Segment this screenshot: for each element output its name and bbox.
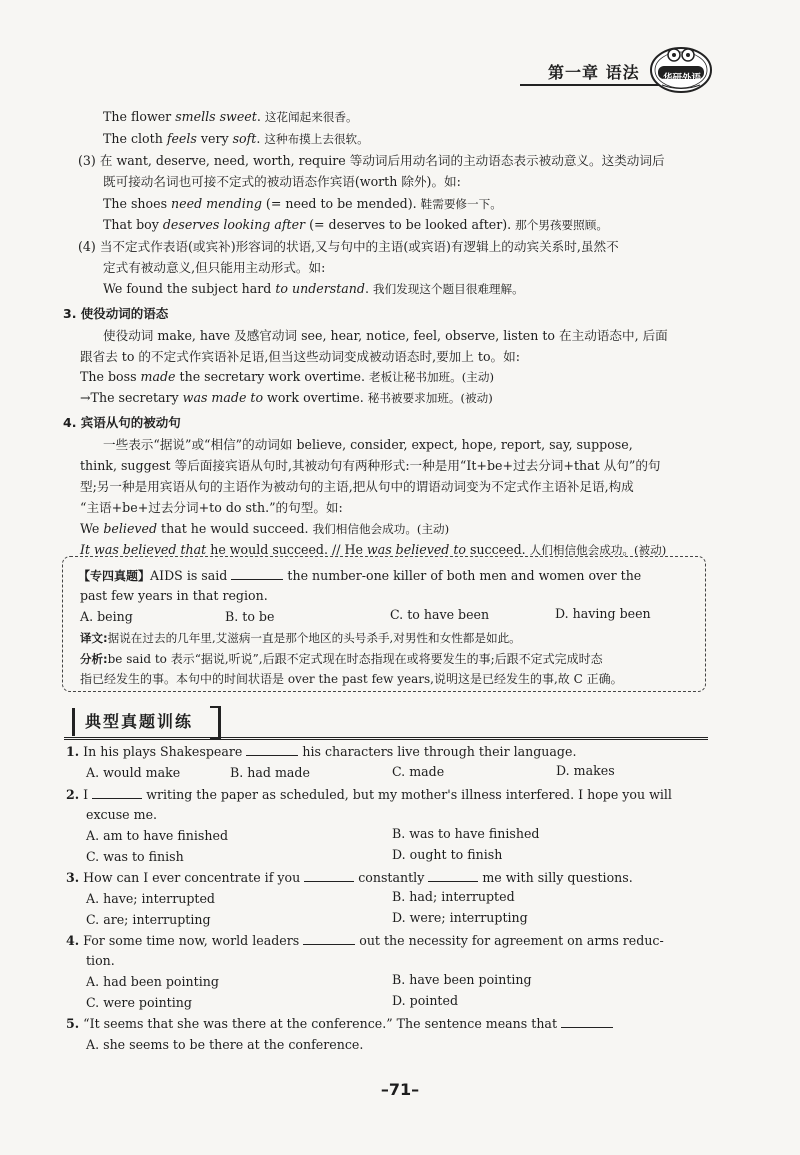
example-subject: We found the subject hard to understand. 我们发现这个题目很难理解。 <box>103 281 524 296</box>
question-4-line-2: tion. <box>86 953 115 968</box>
q4-option-c: C. were pointing <box>86 995 192 1010</box>
q3-option-b: B. had; interrupted <box>392 889 515 904</box>
q2-option-d: D. ought to finish <box>392 847 503 862</box>
exam-option-c: C. to have been <box>390 607 490 622</box>
q1-option-c: C. made <box>392 764 445 779</box>
exam-analysis-1: 分析:be said to 表示“据说,听说”,后跟不定式现在时态指现在或将要发生的事;后跟不定式完成时态 <box>80 652 603 666</box>
section-4-line-4: “主语+be+过去分词+to do sth.”的句型。如: <box>80 500 343 515</box>
rule-3-line-1: (3) 在 want, deserve, need, worth, require 等动词后用动名词的主动语态表示被动意义。这类动词后 <box>78 153 665 168</box>
exam-option-a: A. being <box>80 609 133 624</box>
q2-option-b: B. was to have finished <box>392 826 540 841</box>
q3-option-d: D. were; interrupting <box>392 910 528 925</box>
page-header <box>520 40 760 100</box>
q5-option-a: A. she seems to be there at the conference. <box>86 1037 364 1052</box>
question-2-line-2: excuse me. <box>86 807 158 822</box>
exam-option-b: B. to be <box>225 609 275 624</box>
section-4-line-3: 型;另一种是用宾语从句的主语作为被动句的主语,把从句中的谓语动词变为不定式作主语补足语,构成 <box>80 479 634 494</box>
q4-option-a: A. had been pointing <box>86 974 219 989</box>
answer-blank <box>304 868 354 882</box>
example-shoes: The shoes need mending (= need to be mended). 鞋需要修一下。 <box>103 196 502 211</box>
publisher-logo <box>648 40 714 94</box>
answer-blank <box>246 742 298 756</box>
q4-option-d: D. pointed <box>392 993 459 1008</box>
question-5: 5. “It seems that she was there at the conference.” The sentence means that <box>66 1014 613 1033</box>
answer-blank <box>231 566 283 580</box>
q1-option-b: B. had made <box>230 765 310 780</box>
section-4-title: 4. 宾语从句的被动句 <box>63 415 181 430</box>
practice-rule <box>64 737 708 740</box>
practice-title: 典型真题训练 <box>72 708 235 736</box>
q1-option-d: D. makes <box>556 763 615 778</box>
section-4-line-2: think, suggest 等后面接宾语从句时,其被动句有两种形式:一种是用“It+be+过去分词+that 从句”的句 <box>80 458 661 473</box>
exam-analysis-2: 指已经发生的事。本句中的时间状语是 over the past few years,说明这是已经发生的事,故 C 正确。 <box>80 672 623 686</box>
example-it-was-believed: It was believed that he would succeed. // He was believed to succeed. 人们相信他会成功。(被动) <box>80 542 667 557</box>
rule-4-line-2: 定式有被动意义,但只能用主动形式。如: <box>103 260 326 275</box>
answer-blank <box>428 868 478 882</box>
page-number: –71– <box>380 1080 420 1099</box>
example-flower: The flower smells sweet. 这花闻起来很香。 <box>103 109 358 124</box>
exam-option-d: D. having been <box>555 606 651 621</box>
answer-blank <box>561 1014 613 1028</box>
q3-option-a: A. have; interrupted <box>86 891 215 906</box>
answer-blank <box>92 785 142 799</box>
exam-translation: 译文:据说在过去的几年里,艾滋病一直是那个地区的头号杀手,对男性和女性都是如此。 <box>80 631 521 645</box>
q3-option-c: C. are; interrupting <box>86 912 211 927</box>
question-3: 3. How can I ever concentrate if you constantly me with silly questions. <box>66 870 633 885</box>
exam-label: 【专四真题】 <box>78 569 151 583</box>
section-3-line-1: 使役动词 make, have 及感官动词 see, hear, notice, feel, observe, listen to 在主动语态中, 后面 <box>103 328 668 343</box>
q4-option-b: B. have been pointing <box>392 972 532 987</box>
answer-blank <box>303 931 355 945</box>
rule-4-line-1: (4) 当不定式作表语(或宾补)形容词的状语,又与句中的主语(或宾语)有逻辑上的动宾关系时,虽然不 <box>78 239 619 254</box>
q2-option-c: C. was to finish <box>86 849 184 864</box>
rule-3-line-2: 既可接动名词也可接不定式的被动语态作宾语(worth 除外)。如: <box>103 174 461 189</box>
example-boy: That boy deserves looking after (= deserves to be looked after). 那个男孩要照顾。 <box>103 217 608 232</box>
practice-bracket <box>210 706 221 740</box>
exam-question-stem-2: past few years in that region. <box>80 588 268 603</box>
section-4-line-1: 一些表示“据说”或“相信”的动词如 believe, consider, expect, hope, report, say, suppose, <box>103 437 633 452</box>
q1-option-a: A. would make <box>86 765 181 780</box>
example-boss: The boss made the secretary work overtime. 老板让秘书加班。(主动) <box>80 369 494 384</box>
question-1: 1. In his plays Shakespeare his characters live through their language. <box>66 744 577 759</box>
q2-option-a: A. am to have finished <box>86 828 229 843</box>
example-believed: We believed that he would succeed. 我们相信他会成功。(主动) <box>80 521 450 536</box>
question-4: 4. For some time now, world leaders out the necessity for agreement on arms reduc- <box>66 933 664 948</box>
chapter-title: 第一章 语法 <box>548 63 640 82</box>
example-secretary: →The secretary was made to work overtime. 秘书被要求加班。(被动) <box>80 390 493 405</box>
example-cloth: The cloth feels very soft. 这种布摸上去很软。 <box>103 131 369 146</box>
exam-question-stem: 【专四真题】AIDS is said the number-one killer of both men and women over the <box>78 568 642 583</box>
practice-banner <box>64 706 708 740</box>
section-3-line-2: 跟省去 to 的不定式作宾语补足语,但当这些动词变成被动语态时,要加上 to。如: <box>80 349 520 364</box>
logo-text: 华研外语 <box>662 73 701 84</box>
question-2: 2. I writing the paper as scheduled, but my mother's illness interfered. I hope you will <box>66 787 672 802</box>
section-3-title: 3. 使役动词的语态 <box>63 306 169 321</box>
